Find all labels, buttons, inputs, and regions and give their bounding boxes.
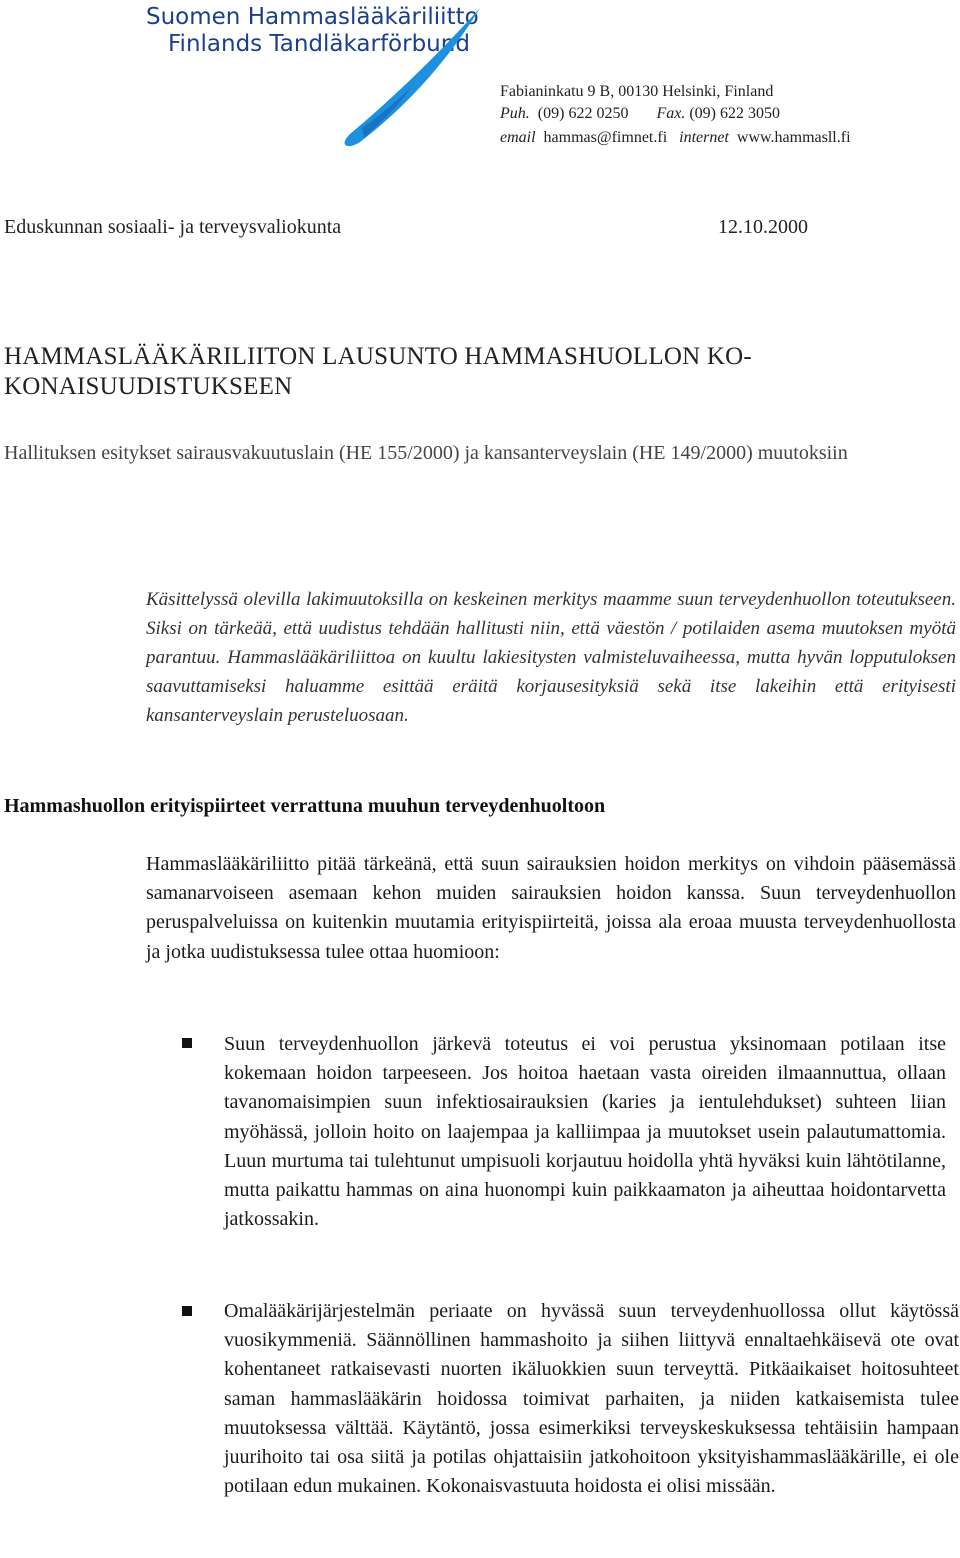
phone-number: (09) 622 0250 <box>537 105 629 122</box>
section-body: Hammaslääkäriliitto pitää tärkeänä, että suun sairauksien hoidon merkitys on vihdoin pääsemässä samanarvoiseen asemaan kehon muiden sairauksien hoidon kanssa. Suun terveydenhuollon peruspalveluissa on kuitenkin muutamia erityispiirteitä, joissa ala eroaa muusta terveydenhuollosta ja jotka uudistuksessa tulee ottaa huomioon: <box>146 853 956 963</box>
email-link[interactable]: hammas@fimnet.fi <box>543 129 668 146</box>
document-date: 12.10.2000 <box>718 216 808 238</box>
title-line-2: KONAISUUDISTUKSEEN <box>4 373 293 400</box>
addressee: Eduskunnan sosiaali- ja terveysvaliokunta <box>4 216 342 238</box>
fax-label: Fax. <box>656 105 686 122</box>
bullet-marker <box>182 1038 192 1048</box>
org-name-fi: Suomen Hammaslääkäriliitto <box>146 4 479 30</box>
phone-fax-line <box>500 104 780 124</box>
section-heading: Hammashuollon erityispiirteet verrattuna muuhun terveydenhuoltoon <box>4 795 606 817</box>
document-subtitle: Hallituksen esitykset sairausvakuutuslain (HE 155/2000) ja kansanterveyslain (HE 149/2000) muutoksiin <box>4 442 848 464</box>
bullet-marker <box>182 1306 192 1316</box>
email-label: email <box>500 129 536 146</box>
address-line: Fabianinkatu 9 B, 00130 Helsinki, Finland <box>500 83 774 100</box>
email-internet-line <box>500 128 851 148</box>
internet-label: internet <box>679 129 729 146</box>
bullet-item-2: Omalääkärijärjestelmän periaate on hyvässä suun terveydenhuollossa ollut käytössä vuosikymmeniä. Säännöllinen hammashoito ja siihen liittyvä ennaltaehkäisevä ote ovat kohentaneet ratkaisevasti nuorten ikäluokkien suun terveyttä. Pitkäaikaiset hoitosuhteet saman hammaslääkärin hoidossa toimivat parhaiten, ja niiden katkaisemista tulee muutoksessa välttää. Käytäntö, jossa esimerkiksi terveyskeskuksessa tehtäisiin hampaan juurihoito tai osa siitä ja potilas ohjattaisiin jatkohoitoon yksityishammaslääkärille, ei ole potilaan edun mukainen. Kokonaisvastuuta hoidosta ei olisi missään. <box>224 1300 959 1498</box>
logo-swoosh-icon <box>290 0 490 150</box>
bullet-item-1: Suun terveydenhuollon järkevä toteutus ei voi perustua yksinomaan potilaan itse kokemaan hoidon tarpeeseen. Jos hoitoa haetaan vasta oireiden ilmaannuttua, ollaan tavanomaisimpien suun infektiosairauksien (karies ja ientulehdukset) suhteen liian myöhässä, jolloin hoito on laajempaa ja kalliimpaa ja muutokset usein palautumattomia. Luun murtuma tai tulehtunut umpisuoli korjautuu hoidolla yhtä hyväksi kuin lähtötilanne, mutta paikattu hammas on aina huonompi kuin paikkaamaton ja aiheuttaa hoidontarvetta jatkossakin. <box>224 1033 946 1231</box>
internet-link[interactable]: www.hammasll.fi <box>736 129 851 146</box>
fax-number: (09) 622 3050 <box>689 105 780 122</box>
intro-paragraph: Käsittelyssä olevilla lakimuutoksilla on keskeinen merkitys maamme suun terveydenhuollon toteutukseen. Siksi on tärkeää, että uudistus tehdään hallitusti niin, että väestön / potilaiden asema muutoksen myötä parantuu. Hammaslääkäriliittoa on kuultu lakiesitysten valmisteluvaiheessa, mutta hyvän lopputuloksen saavuttamiseksi haluamme esittää eräitä korjausesityksiä sekä itse lakeihin että erityisesti kansanterveyslain perusteluosaan. <box>146 589 956 726</box>
title-line-1: HAMMASLÄÄKÄRILIITON LAUSUNTO HAMMASHUOLLON KO- <box>4 343 752 370</box>
org-name-sv: Finlands Tandläkarförbund <box>168 31 470 57</box>
document-title <box>4 342 954 402</box>
phone-label: Puh. <box>500 105 530 122</box>
